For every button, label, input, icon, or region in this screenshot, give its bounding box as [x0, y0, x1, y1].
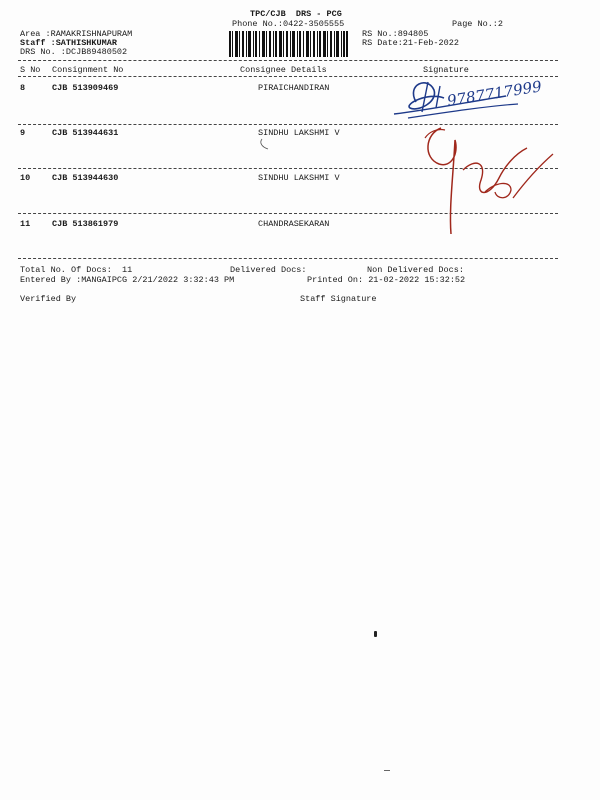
row-consignee: SINDHU LAKSHMI V	[258, 173, 340, 183]
divider	[18, 60, 558, 61]
staff-signature-label: Staff Signature	[300, 294, 377, 304]
delivered-docs: Delivered Docs:	[230, 265, 307, 275]
divider	[18, 258, 558, 259]
col-header-sno: S No	[20, 65, 41, 75]
row-sno: 9	[20, 128, 26, 138]
handwritten-phone-number: 9787717999	[445, 77, 543, 110]
barcode	[229, 31, 348, 57]
total-docs: Total No. Of Docs: 11	[20, 265, 133, 275]
rs-number: RS No.:894805	[362, 29, 429, 39]
col-header-consignment: Consignment No	[52, 65, 124, 75]
area-label: Area :RAMAKRISHNAPURAM	[20, 29, 133, 39]
row-consignment: CJB 513944631	[52, 128, 119, 138]
row-consignment: CJB 513944630	[52, 173, 119, 183]
row-sno: 11	[20, 219, 31, 229]
row-sno: 10	[20, 173, 31, 183]
row-consignment: CJB 513861979	[52, 219, 119, 229]
stray-pen-mark	[258, 137, 272, 151]
handwritten-signature-rows-9-10	[415, 118, 560, 238]
row-consignee: SINDHU LAKSHMI V	[258, 128, 340, 138]
scan-speck	[374, 631, 377, 637]
staff-label: Staff :SATHISHKUMAR	[20, 38, 117, 48]
col-header-consignee: Consignee Details	[240, 65, 327, 75]
document-title: TPC/CJB DRS - PCG	[250, 9, 342, 19]
handwritten-signature-row-8	[388, 72, 558, 124]
row-consignee: PIRAICHANDIRAN	[258, 83, 330, 93]
scan-speck	[384, 770, 390, 771]
entered-by: Entered By :MANGAIPCG 2/21/2022 3:32:43 PM	[20, 275, 235, 285]
rs-date: RS Date:21-Feb-2022	[362, 38, 459, 48]
phone-number: Phone No.:0422-3505555	[232, 19, 345, 29]
page-number: Page No.:2	[452, 19, 504, 29]
non-delivered-docs: Non Delivered Docs:	[367, 265, 464, 275]
row-sno: 8	[20, 83, 26, 93]
row-consignment: CJB 513909469	[52, 83, 119, 93]
verified-by-label: Verified By	[20, 294, 77, 304]
col-header-signature: Signature	[423, 65, 469, 75]
drs-number: DRS No. :DCJB89480502	[20, 47, 128, 57]
printed-on: Printed On: 21-02-2022 15:32:52	[307, 275, 466, 285]
row-consignee: CHANDRASEKARAN	[258, 219, 330, 229]
